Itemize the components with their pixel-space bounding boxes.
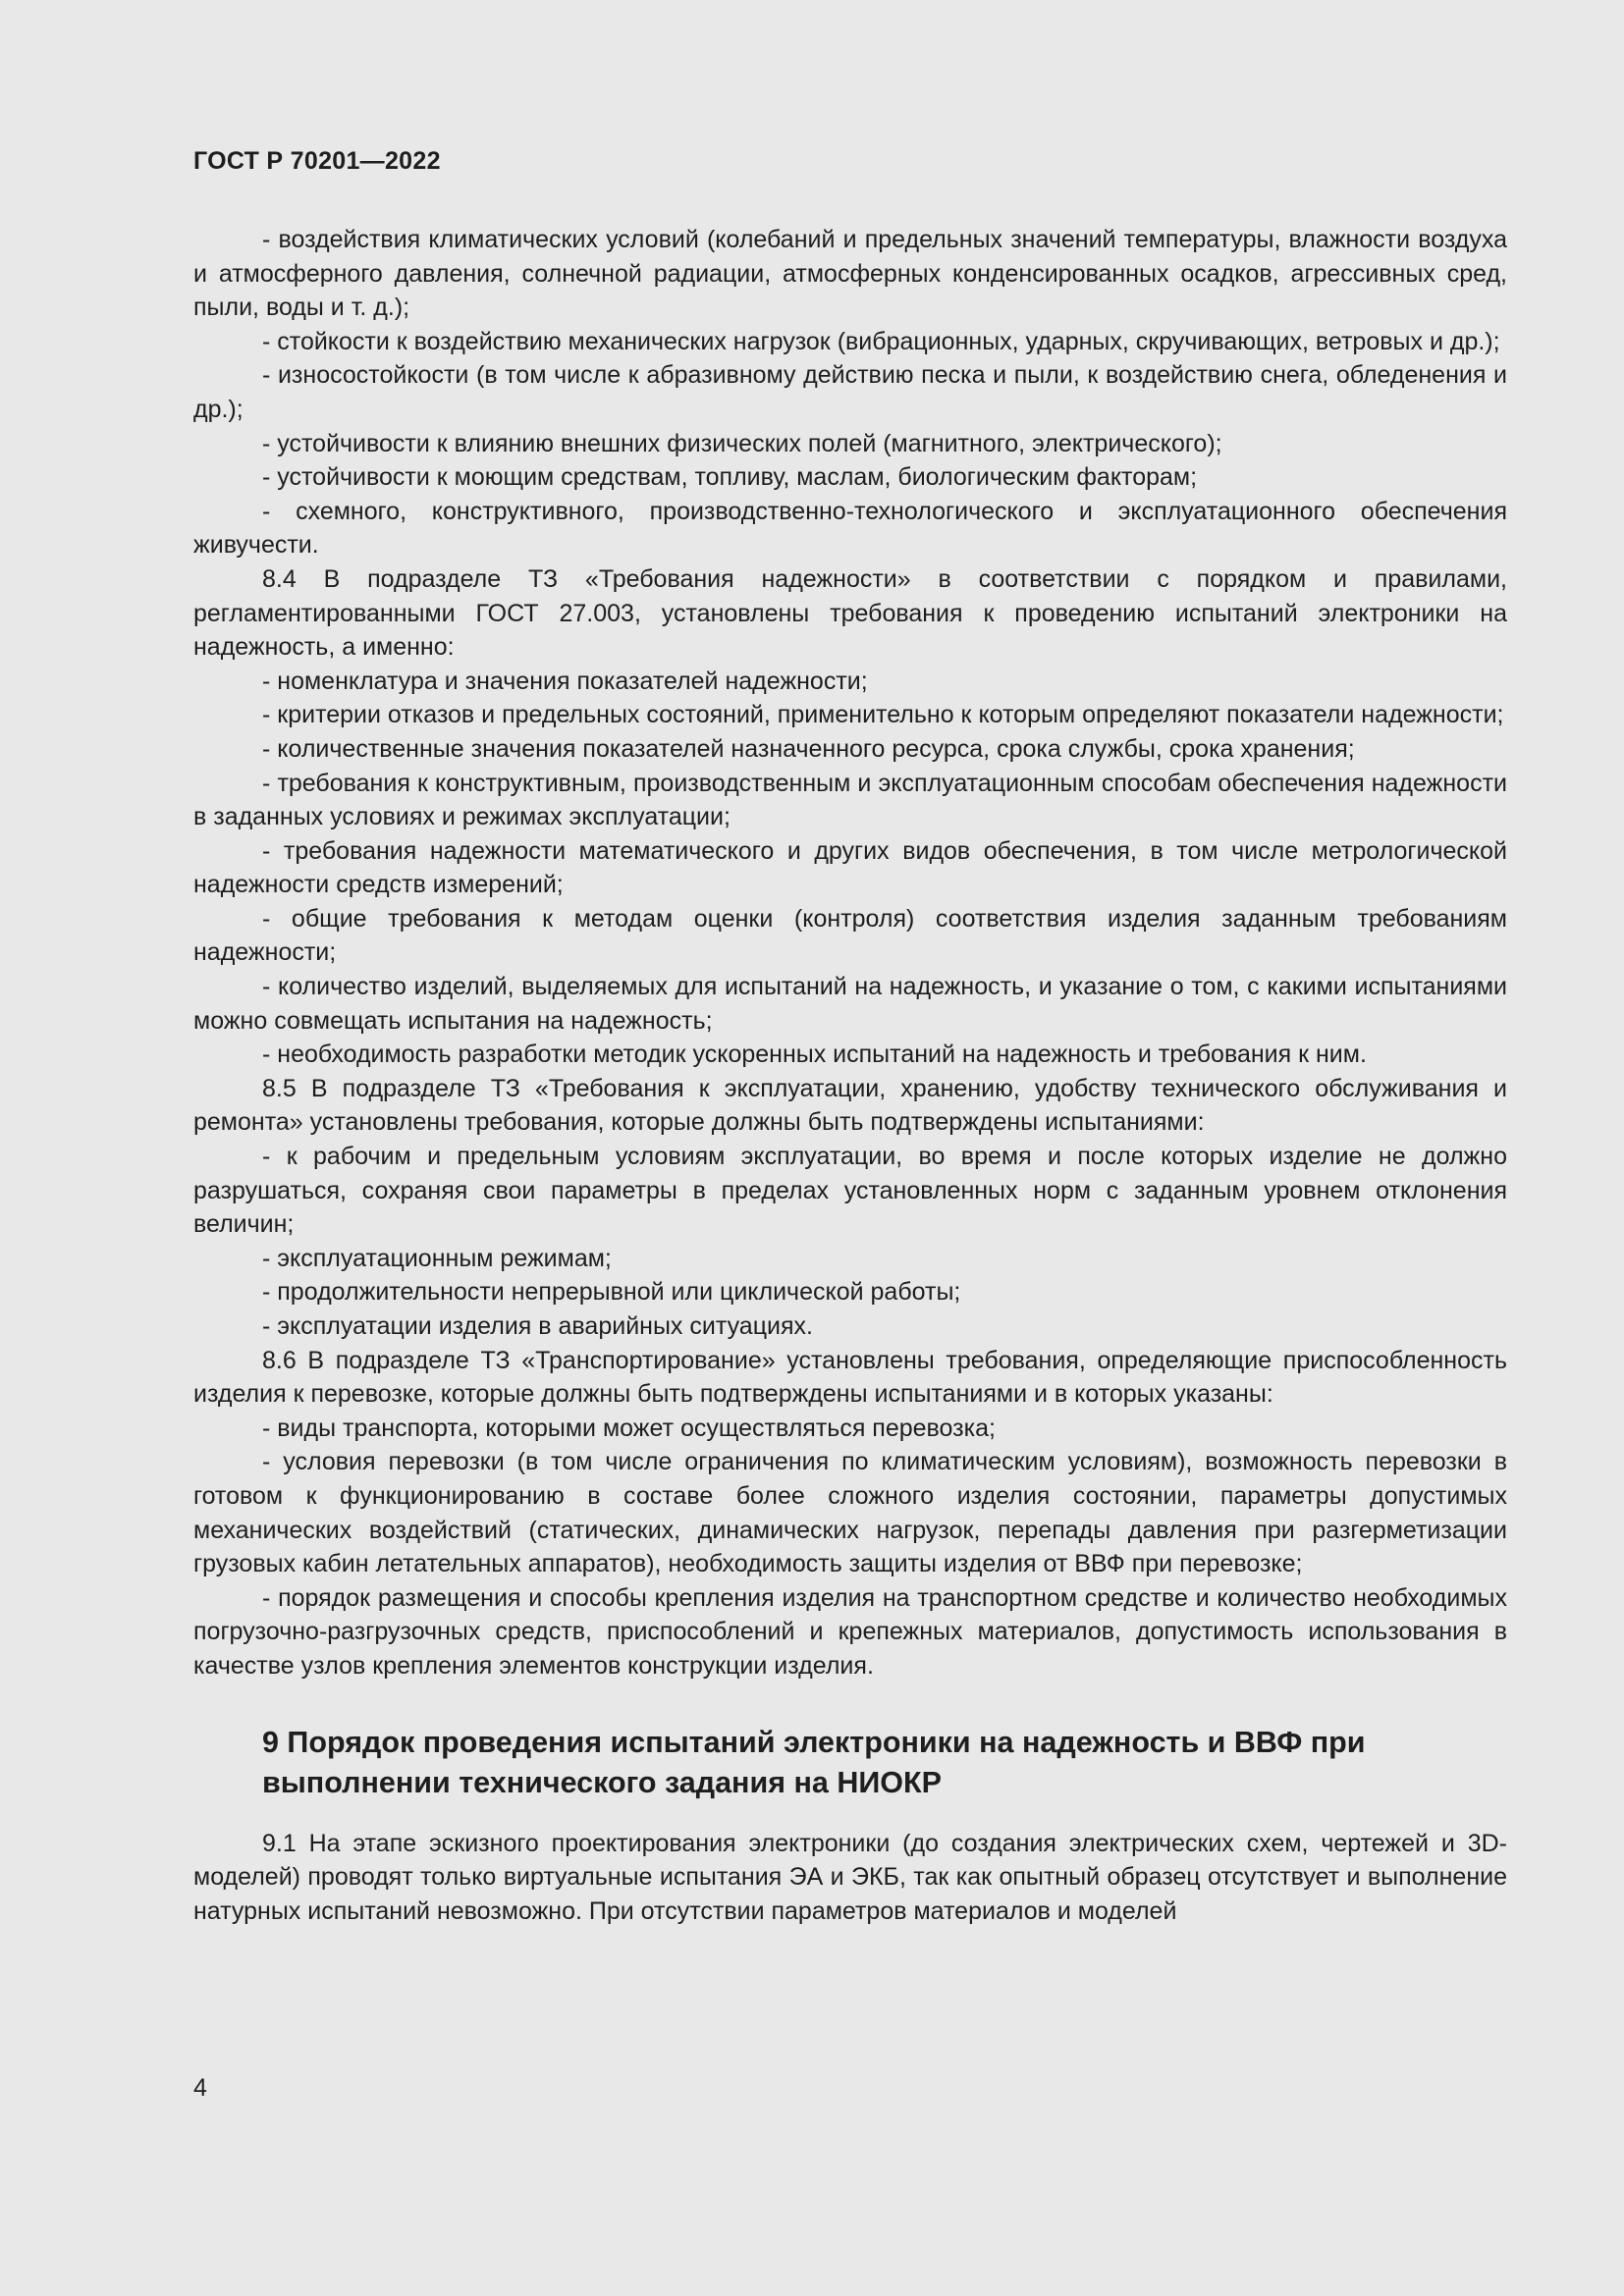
paragraph: - критерии отказов и предельных состояний, применительно к которым определяют показатели надежности; [262,701,1504,729]
paragraph: - воздействия климатических условий (колебаний и предельных значений температуры, влажности воздуха и атмосферного давления, солнечной радиации, атмосферных конденсированных осадков, агрессивных сред, пыли, воды и т. д.); [193,226,1507,322]
paragraph: - общие требования к методам оценки (контроля) соответствия изделия заданным требованиям надежности; [193,904,1507,967]
paragraph: - эксплуатации изделия в аварийных ситуациях. [262,1312,813,1340]
paragraph: - продолжительности непрерывной или циклической работы; [262,1278,961,1307]
paragraph: 8.6 В подразделе ТЗ «Транспортирование» установлены требования, определяющие приспособленность изделия к перевозке, которые должны быть подтверждены испытаниями и в которых указаны: [193,1346,1507,1409]
paragraph: - необходимость разработки методик ускоренных испытаний на надежность и требования к ним. [262,1041,1367,1069]
paragraph: - износостойкости (в том числе к абразивному действию песка и пыли, к воздействию снега, обледенения и др.); [193,361,1507,423]
paragraph: - количественные значения показателей назначенного ресурса, срока службы, срока хранения; [262,734,1355,763]
paragraph: - требования надежности математического и других видов обеспечения, в том числе метрологической надежности средств измерений; [193,836,1507,899]
paragraph: - стойкости к воздействию механических нагрузок (вибрационных, ударных, скручивающих, ветровых и др.); [262,327,1500,355]
paragraph: - эксплуатационным режимам; [262,1244,612,1272]
paragraph: - к рабочим и предельным условиям эксплуатации, во время и после которых изделие не должно разрушаться, сохраняя свои параметры в пределах установленных норм с заданным уровнем отклонения величин; [193,1143,1507,1239]
paragraph: - устойчивости к влиянию внешних физических полей (магнитного, электрического); [262,429,1222,457]
paragraph: - виды транспорта, которыми может осуществляться перевозка; [262,1414,996,1442]
paragraph: - порядок размещения и способы крепления изделия на транспортном средстве и количество необходимых погрузочно-разгрузочных средств, приспособлений и крепежных материалов, допустимость использования в качестве узлов крепления элементов конструкции изделия. [193,1583,1507,1680]
paragraph: - устойчивости к моющим средствам, топливу, маслам, биологическим факторам; [262,463,1198,492]
section-heading: 9 Порядок проведения испытаний электроники на надежность и ВВФ при выполнении технического задания на НИОКР [262,1725,1366,1799]
paragraph: - условия перевозки (в том числе ограничения по климатическим условиям), возможность перевозки в готовом к функционированию в составе более сложного изделия состоянии, параметры допустимых механических воздействий (статических, динамических нагрузок, перепады давления при разгерметизации грузовых кабин летательных аппаратов), необходимость защиты изделия от ВВФ при перевозке; [193,1448,1507,1578]
paragraph: 9.1 На этапе эскизного проектирования электроники (до создания электрических схем, чертежей и 3D-моделей) проводят только виртуальные испытания ЭА и ЭКБ, так как опытный образец отсутствует и выполнение натурных испытаний невозможно. При отсутствии параметров материалов и моделей [193,1829,1507,1925]
paragraph: - количество изделий, выделяемых для испытаний на надежность, и указание о том, с какими испытаниями можно совмещать испытания на надежность; [193,973,1507,1035]
paragraph: - требования к конструктивным, производственным и эксплуатационным способам обеспечения надежности в заданных условиях и режимах эксплуатации; [193,769,1507,831]
paragraph: - номенклатура и значения показателей надежности; [262,667,868,695]
paragraph: - схемного, конструктивного, производственно-технологического и эксплуатационного обеспечения живучести. [193,497,1507,560]
paragraph: 8.4 В подразделе ТЗ «Требования надежности» в соответствии с порядком и правилами, регламентированными ГОСТ 27.003, установлены требования к проведению испытаний электроники на надежность, а именно: [193,564,1507,662]
page-number: 4 [193,2074,207,2102]
document-body [193,223,1507,1928]
document-code-header: ГОСТ Р 70201—2022 [193,147,441,175]
paragraph: 8.5 В подразделе ТЗ «Требования к эксплуатации, хранению, удобству технического обслуживания и ремонта» установлены требования, которые должны быть подтверждены испытаниями: [193,1074,1507,1137]
